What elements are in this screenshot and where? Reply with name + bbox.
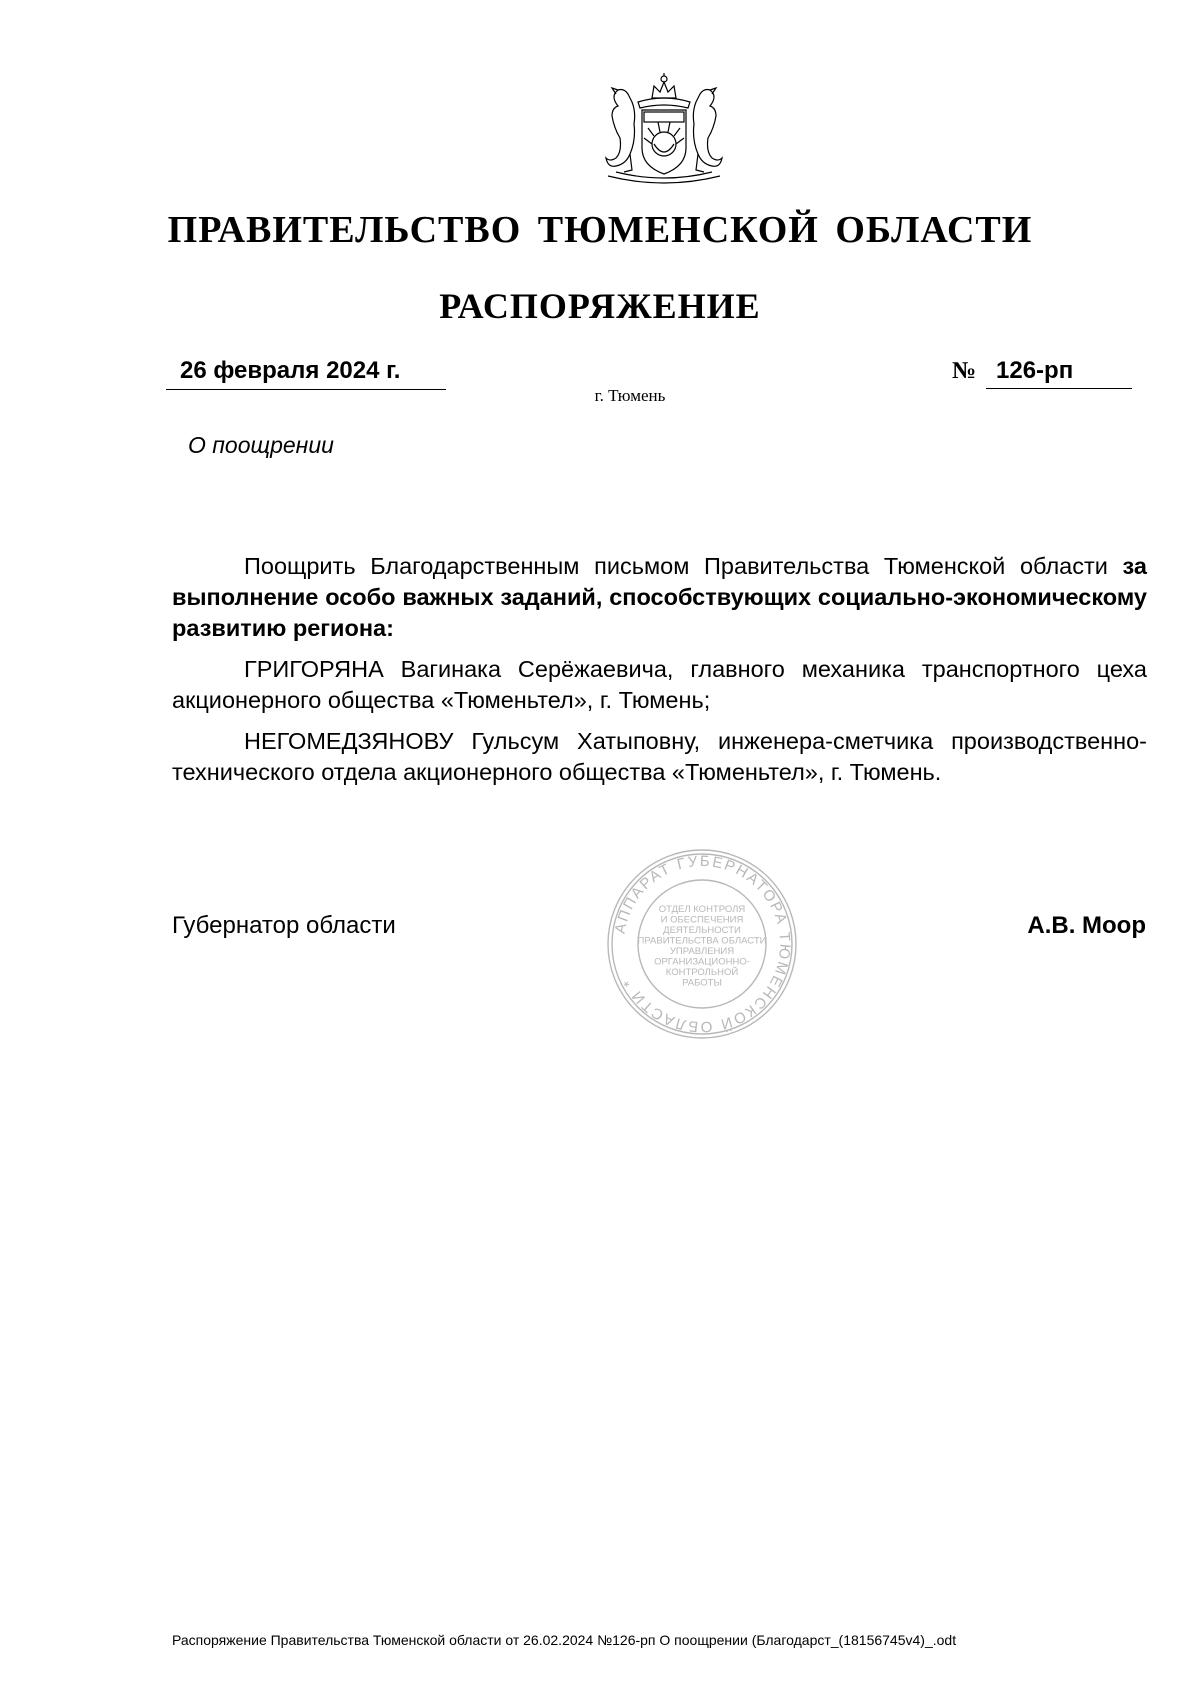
document-footer: Распоряжение Правительства Тюменской области от 26.02.2024 №126-рп О поощрении (Благодарст_(18156745v4)_.odt: [172, 1632, 957, 1648]
svg-text:И ОБЕСПЕЧЕНИЯ: И ОБЕСПЕЧЕНИЯ: [660, 914, 744, 926]
awardee-paragraph-2: НЕГОМЕДЗЯНОВУ Гульсум Хатыповну, инженера-сметчика производственно-технического отдела акционерного общества «Тюменьтел», г. Тюмень.: [172, 728, 1147, 785]
number-sign: №: [952, 358, 977, 384]
svg-text:ОРГАНИЗАЦИОННО-: ОРГАНИЗАЦИОННО-: [654, 956, 750, 968]
document-type-title: РАСПОРЯЖЕНИЕ: [439, 286, 761, 326]
official-seal-stamp: [604, 846, 800, 1042]
signatory-title: Губернатор области: [172, 912, 396, 939]
svg-text:УПРАВЛЕНИЯ: УПРАВЛЕНИЯ: [669, 946, 735, 957]
document-subject: О поощрении: [188, 432, 334, 458]
svg-text:ДЕЯТЕЛЬНОСТИ: ДЕЯТЕЛЬНОСТИ: [663, 925, 741, 936]
intro-paragraph: [172, 551, 1147, 644]
document-date: 26 февраля 2024 г.: [166, 354, 446, 390]
organization-title: ПРАВИТЕЛЬСТВО ТЮМЕНСКОЙ ОБЛАСТИ: [167, 209, 1033, 251]
svg-text:КОНТРОЛЬНОЙ: КОНТРОЛЬНОЙ: [665, 967, 739, 978]
intro-bold-text: за выполнение особо важных заданий, способствующих социально-экономическому развитию региона:: [172, 553, 1147, 641]
awardee-paragraph-1: ГРИГОРЯНА Вагинака Серёжаевича, главного механика транспортного цеха акционерного общества «Тюменьтел», г. Тюмень;: [172, 656, 1147, 713]
coat-of-arms-emblem: [588, 72, 740, 192]
intro-plain-text: Поощрить Благодарственным письмом Правительства Тюменской области: [244, 553, 1123, 579]
svg-text:ОТДЕЛ КОНТРОЛЯ: ОТДЕЛ КОНТРОЛЯ: [658, 904, 746, 915]
svg-text:ПРАВИТЕЛЬСТВА ОБЛАСТИ: ПРАВИТЕЛЬСТВА ОБЛАСТИ: [637, 935, 767, 947]
document-body: [172, 551, 1147, 798]
svg-text:АППАРАТ ГУБЕРНАТОРА ТЮМЕНСКОЙ: АППАРАТ ГУБЕРНАТОРА ТЮМЕНСКОЙ ОБЛАСТИ *: [611, 852, 794, 1036]
document-city: г. Тюмень: [594, 386, 666, 405]
svg-text:РАБОТЫ: РАБОТЫ: [682, 977, 722, 989]
signatory-name: А.В. Моор: [1027, 912, 1146, 939]
document-number-value: 126-рп: [986, 354, 1132, 389]
